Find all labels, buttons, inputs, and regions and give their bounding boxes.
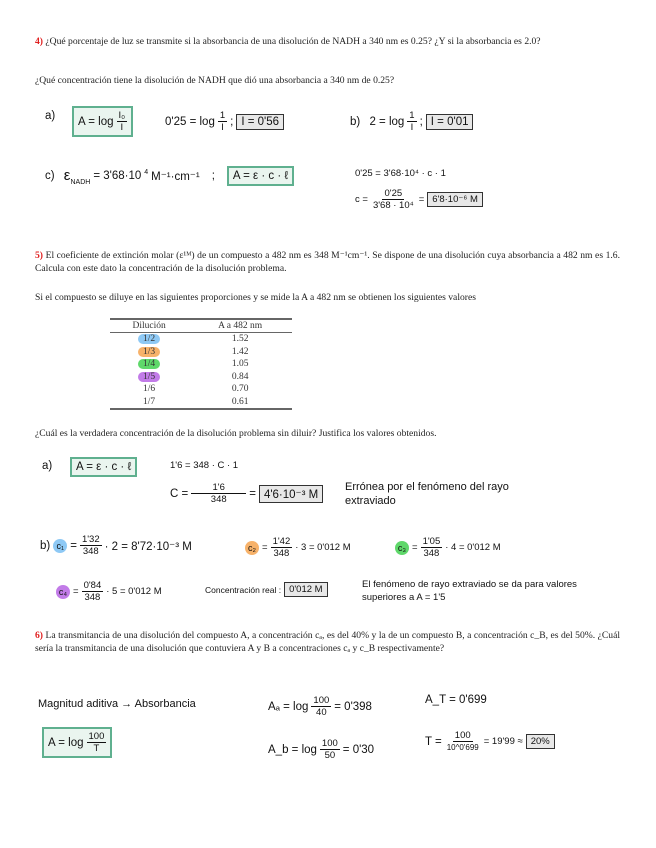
q4a-equation xyxy=(165,110,284,133)
eps-symbol: ε xyxy=(63,166,71,184)
q4c-epsilon xyxy=(45,167,200,186)
table-row xyxy=(110,371,292,384)
q5b-c2 xyxy=(245,536,351,559)
numerator: 100 xyxy=(454,730,471,741)
result: = 0'398 xyxy=(334,700,372,713)
numerator: 0'25 xyxy=(384,188,403,199)
result: = 19'99 ≈ xyxy=(483,736,523,747)
question-text: El coeficiente de extinción molar (ε¹ᴹ) de un compuesto a 482 nm es 348 M⁻¹cm⁻¹. Se dispone de una disolución cuya absorbancia a 482 nm es 1.6. Calcula con este dato la concentración de la disolución problema. xyxy=(35,250,621,274)
eq-text: 2 = log xyxy=(369,115,405,128)
q4a-label: a) xyxy=(45,110,56,122)
q5-real-concentration xyxy=(205,582,328,597)
q5-question: ¿Cuál es la verdadera concentración de la disolución problema sin diluir? Justifica los valores obtenidos. xyxy=(35,428,437,439)
formula-text: A = log xyxy=(48,736,84,749)
dilution-cell: 1/2 xyxy=(138,334,160,344)
fraction xyxy=(82,580,104,603)
q6-t xyxy=(425,730,555,753)
numerator: 100 xyxy=(321,738,338,749)
c2-badge: c₂ xyxy=(245,541,259,555)
eq-text: A_b = log xyxy=(268,743,317,756)
absorbance-cell: 0.84 xyxy=(231,371,249,382)
result: · 3 = 0'012 M xyxy=(295,542,351,553)
q5a-formula-box: A = ε · c · ℓ xyxy=(70,457,137,477)
label: c) xyxy=(45,170,55,182)
question-text: La transmitancia de una disolución del compuesto A, a concentración cₐ, es del 40% y la de un compuesto B, a concentración c_B, es del 50%. ¿Cuál sería la transmitancia de una disolución que contuviera A y B a concentraciones cₐ y c_B respectivamente? xyxy=(35,630,620,654)
result: · 2 = 8'72·10⁻³ M xyxy=(104,540,192,553)
q5b-c4 xyxy=(56,580,162,603)
denominator: 3'68 · 10⁴ xyxy=(372,200,414,211)
dilution-cell: 1/4 xyxy=(138,359,160,369)
epsilon xyxy=(64,167,91,186)
absorbance-cell: 0.70 xyxy=(231,384,249,394)
numerator: 1 xyxy=(219,110,226,121)
denominator: 348 xyxy=(273,548,290,559)
q5a-note: Errónea por el fenómeno del rayo extraviado xyxy=(345,481,509,507)
header-absorbance: A a 482 nm xyxy=(188,319,292,333)
fraction xyxy=(371,188,416,211)
denominator: 348 xyxy=(423,548,440,559)
q4a-formula-box xyxy=(72,106,133,137)
q4c-row xyxy=(45,166,294,186)
eq-text: c = xyxy=(355,194,368,205)
label: b) xyxy=(350,115,361,128)
separator: ; xyxy=(419,115,423,128)
denominator: I xyxy=(221,122,224,133)
dilution-td xyxy=(110,333,188,346)
table-row xyxy=(110,346,292,359)
numerator: 0'84 xyxy=(83,580,102,591)
equals: = xyxy=(418,194,425,205)
q5a-eq1: 1'6 = 348 · C · 1 xyxy=(170,460,239,471)
q5b-c1 xyxy=(40,534,192,557)
q5b-c3 xyxy=(395,536,501,559)
equals: = xyxy=(262,542,268,553)
fraction xyxy=(311,695,331,718)
fraction xyxy=(445,730,481,753)
eps-value: = 3'68·10 xyxy=(93,170,142,182)
equals: = xyxy=(73,586,79,597)
eq-text: 0'25 = log xyxy=(165,115,215,128)
q4a-result-box: I = 0'56 xyxy=(236,114,284,130)
table-header xyxy=(110,319,292,333)
question-text: ¿Qué porcentaje de luz se transmite si la absorbancia de una disolución de NADH a 340 nm es 0.25? ¿Y si la absorbancia es 2.0? xyxy=(45,36,541,47)
real-value-box: 0'012 M xyxy=(284,582,328,597)
dilution-cell: 1/6 xyxy=(143,384,156,394)
label: Concentración real : xyxy=(205,584,282,595)
formula-text: A = log xyxy=(78,115,114,128)
c4-badge: c₄ xyxy=(56,585,70,599)
numerator: 100 xyxy=(88,731,105,742)
denominator: I xyxy=(120,122,124,133)
q6-ab xyxy=(268,738,374,761)
numerator: 1'32 xyxy=(81,534,100,545)
numerator: I₀ xyxy=(118,110,126,121)
fraction xyxy=(87,731,107,754)
q5a-eq2 xyxy=(170,482,323,505)
absorbance-cell: 1.52 xyxy=(231,334,249,344)
table-row xyxy=(110,383,292,396)
table-row xyxy=(110,333,292,346)
q5a-result-box: 4'6·10⁻³ M xyxy=(259,485,323,503)
denominator: I xyxy=(410,122,414,133)
absorbance-cell: 0.61 xyxy=(231,396,249,407)
eq-text: C = xyxy=(170,487,189,500)
denominator: 348 xyxy=(210,494,227,505)
dilution-td xyxy=(110,358,188,371)
result: = 0'30 xyxy=(342,743,375,756)
fraction xyxy=(320,738,340,761)
numerator: 1 xyxy=(409,110,415,121)
question-number: 5) xyxy=(35,250,43,261)
question-number: 6) xyxy=(35,630,43,641)
q4c-formula-box: A = ε · c · ℓ xyxy=(227,166,294,186)
dilution-td xyxy=(110,346,188,359)
result: · 4 = 0'012 M xyxy=(445,542,501,553)
units: M⁻¹·cm⁻¹ xyxy=(151,171,200,183)
absorbance-cell: 1.42 xyxy=(231,346,249,357)
denominator: 40 xyxy=(316,707,327,718)
numerator: 1'05 xyxy=(422,536,441,547)
q6-aa xyxy=(268,695,372,718)
table-row xyxy=(110,358,292,371)
q6-text xyxy=(35,630,620,655)
q4c-result-box: 6'8·10⁻⁶ M xyxy=(427,192,483,207)
numerator: 1'6 xyxy=(191,482,246,494)
table-row xyxy=(110,396,292,410)
fraction xyxy=(117,110,128,133)
equals: = xyxy=(412,542,418,553)
eps-sub: NADH xyxy=(70,178,91,186)
absorbance-cell: 1.05 xyxy=(231,359,249,369)
dilution-td xyxy=(110,371,188,384)
question-number: 4) xyxy=(35,36,43,47)
label: b) xyxy=(40,539,51,552)
denominator: 348 xyxy=(82,546,99,557)
equals: = xyxy=(70,539,77,552)
numerator: 1'42 xyxy=(272,536,291,547)
eq-text: T = xyxy=(425,735,442,748)
equals: = xyxy=(249,487,256,500)
q4b-equation xyxy=(350,110,473,133)
q4c-eq2 xyxy=(355,188,483,211)
denominator: 348 xyxy=(84,592,101,603)
header-dilution: Dilución xyxy=(110,319,188,333)
q6-result-box: 20% xyxy=(526,734,555,749)
q6-formula-box xyxy=(42,727,112,758)
exponent: 4 xyxy=(144,168,149,176)
q5-note2: El fenómeno de rayo extraviado se da para valores superiores a A = 1'5 xyxy=(362,579,577,603)
q5-text xyxy=(35,250,620,275)
denominator: 50 xyxy=(324,750,336,761)
eq-text: Aₐ = log xyxy=(268,700,309,713)
fraction xyxy=(421,536,443,559)
fraction xyxy=(271,536,293,559)
q4-text xyxy=(35,36,620,49)
separator: ; xyxy=(230,115,234,128)
denominator: 10^0'699 xyxy=(446,743,479,752)
fraction xyxy=(218,110,227,133)
fraction xyxy=(80,534,102,557)
dilution-cell: 1/3 xyxy=(138,347,160,357)
c3-badge: c₃ xyxy=(395,541,409,555)
q4-text2: ¿Qué concentración tiene la disolución de NADH que dió una absorbancia a 340 nm de 0.25? xyxy=(35,75,395,86)
result: · 5 = 0'012 M xyxy=(106,586,162,597)
fraction xyxy=(407,110,416,133)
dilution-cell: 1/7 xyxy=(143,396,156,407)
fraction xyxy=(191,482,246,505)
denominator: T xyxy=(93,743,100,754)
q6-at: A_T = 0'699 xyxy=(425,694,487,706)
q6-additive: Magnitud aditiva → Absorbancia xyxy=(38,698,196,710)
q4b-result-box: I = 0'01 xyxy=(426,114,474,130)
c1-badge: c₁ xyxy=(53,539,67,553)
dilution-table xyxy=(110,318,292,410)
q5-text2: Si el compuesto se diluye en las siguientes proporciones y se mide la A a 482 nm se obtienen los siguientes valores xyxy=(35,292,476,303)
q4c-sep: ; xyxy=(211,170,215,182)
dilution-cell: 1/5 xyxy=(138,372,160,382)
q4c-eq1: 0'25 = 3'68·10⁴ · c · 1 xyxy=(355,168,446,179)
q5a-label: a) xyxy=(42,460,53,472)
numerator: 100 xyxy=(313,695,330,706)
